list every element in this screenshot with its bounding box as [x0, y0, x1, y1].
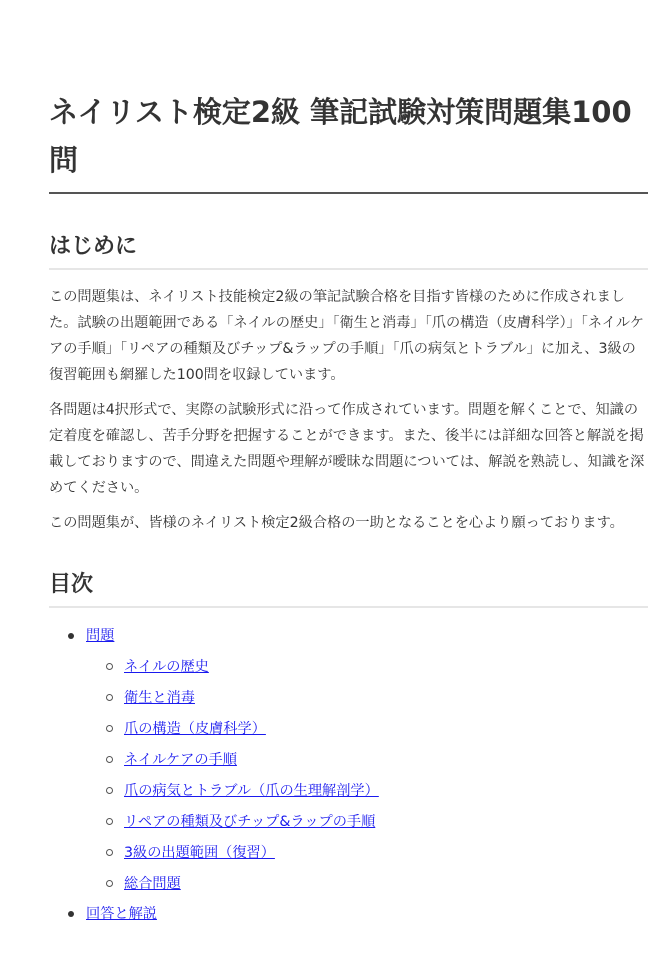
intro-heading: はじめに: [49, 232, 648, 270]
toc-subitem: [86, 655, 648, 679]
intro-paragraph-3: この問題集が、皆様のネイリスト検定2級合格の一助となることを心より願っております。: [49, 515, 624, 531]
toc-subitem: [86, 717, 648, 741]
toc-subitem: [86, 841, 648, 865]
toc-subitem: [86, 748, 648, 772]
toc-subitem: [86, 872, 648, 896]
bullet-circle-icon: [106, 849, 113, 856]
bullet-circle-icon: [106, 694, 113, 701]
toc-link-hygiene-disinfection[interactable]: 衛生と消毒: [124, 690, 195, 706]
toc-sublist-questions: [86, 655, 648, 896]
page-title: ネイリスト検定2級 筆記試験対策問題集100問: [49, 88, 648, 194]
bullet-disc-icon: [68, 633, 74, 639]
toc-link-nail-history[interactable]: ネイルの歴史: [124, 659, 209, 675]
bullet-circle-icon: [106, 818, 113, 825]
toc-link-nail-structure[interactable]: 爪の構造（皮膚科学）: [124, 721, 266, 737]
toc-subitem: [86, 779, 648, 803]
bullet-circle-icon: [106, 756, 113, 763]
toc-link-questions[interactable]: 問題: [86, 628, 115, 644]
intro-paragraph-2: 各問題は4択形式で、実際の試験形式に沿って作成されています。問題を解くことで、知識の定着度を確認し、苦手分野を把握することができます。また、後半には詳細な回答と解説を掲載しておりますので、間違えた問題や理解が曖昧な問題については、解説を熟読し、知識を深めてください。: [49, 402, 645, 496]
toc-link-nail-diseases[interactable]: 爪の病気とトラブル（爪の生理解剖学）: [124, 783, 379, 799]
bullet-circle-icon: [106, 880, 113, 887]
toc-link-nail-care-procedure[interactable]: ネイルケアの手順: [124, 752, 237, 768]
bullet-circle-icon: [106, 725, 113, 732]
table-of-contents: [49, 624, 648, 926]
toc-item-questions: [49, 624, 648, 896]
toc-link-repair-tips-wraps[interactable]: リペアの種類及びチップ&ラップの手順: [124, 814, 376, 830]
toc-heading: 目次: [49, 570, 648, 608]
toc-subitem: [86, 686, 648, 710]
bullet-disc-icon: [68, 911, 74, 917]
toc-link-grade3-review[interactable]: 3級の出題範囲（復習）: [124, 845, 275, 861]
toc-link-comprehensive[interactable]: 総合問題: [124, 876, 181, 892]
toc-subitem: [86, 810, 648, 834]
toc-link-answers[interactable]: 回答と解説: [86, 906, 157, 922]
toc-item-answers: [49, 902, 648, 926]
intro-paragraph-1: この問題集は、ネイリスト技能検定2級の筆記試験合格を目指す皆様のために作成されました。試験の出題範囲である「ネイルの歴史」「衛生と消毒」「爪の構造（皮膚科学）」「ネイルケアの手順」「リペアの種類及びチップ&ラップの手順」「爪の病気とトラブル」に加え、3級の復習範囲も網羅した100問を収録しています。: [49, 289, 645, 383]
bullet-circle-icon: [106, 787, 113, 794]
bullet-circle-icon: [106, 663, 113, 670]
